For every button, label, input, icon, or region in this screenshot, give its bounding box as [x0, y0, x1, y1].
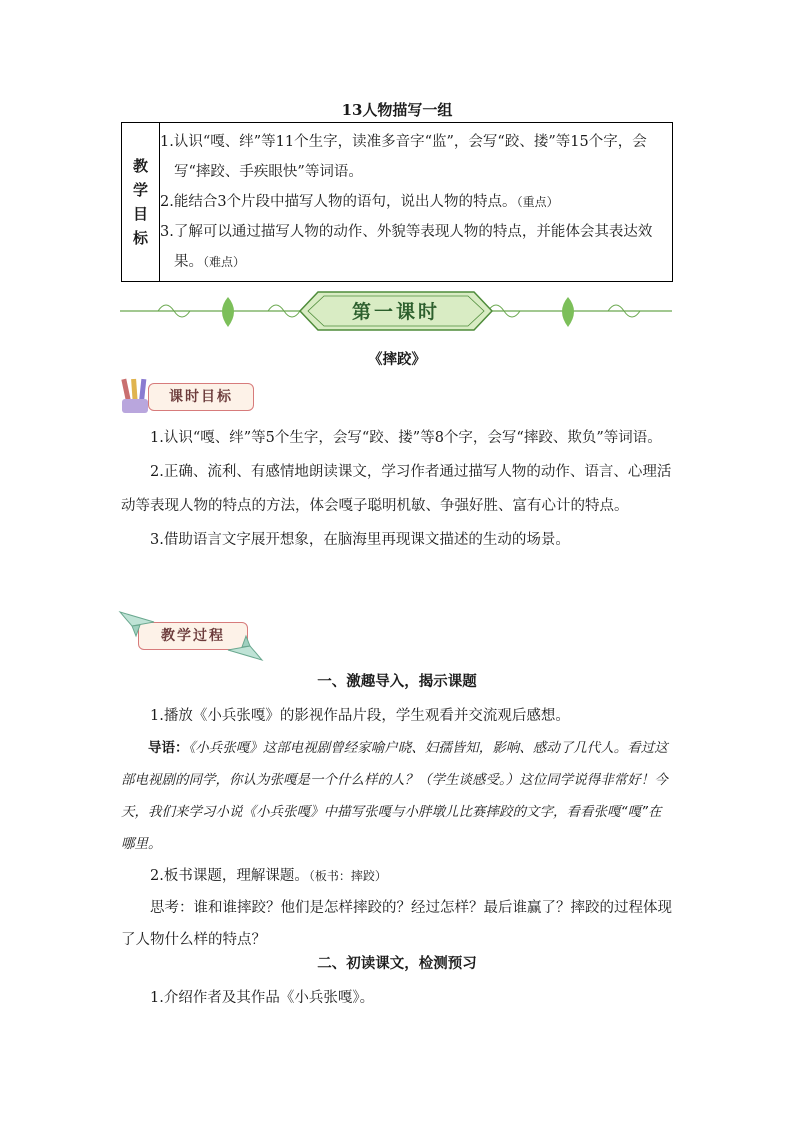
teaching-goals-table [121, 122, 673, 282]
objective-3: 3.借助语言文字展开想象，在脑海里再现课文描述的生动的场景。 [150, 532, 570, 548]
objectives-list [121, 421, 673, 557]
objective-1: 1.认识“嘎、绊”等5个生字，会写“跤、搂”等8个字，会写“摔跤、欺负”等词语。 [150, 430, 662, 446]
goals-label-cell [122, 123, 160, 282]
page-title: 13人物描写一组 [341, 101, 453, 119]
objective-2: 2.正确、流利、有感情地朗读课文，学习作者通过描写人物的动作、语言、心理活动等表现人物的特点的方法，体会嘎子聪明机敏、争强好胜、富有心计的特点。 [121, 464, 672, 514]
blackboard-note: （板书：摔跤） [308, 869, 387, 883]
paper-plane-icon [118, 608, 158, 638]
paper-plane-icon [226, 634, 266, 664]
goal-item-3: 3.了解可以通过描写人物的动作、外貌等表现人物的特点，并能体会其表达效果。（难点） [160, 224, 653, 270]
section-1-item-2: 2.板书课题，理解课题。（板书：摔跤） [150, 868, 387, 884]
goal-item-1: 1.认识“嘎、绊”等11个生字，读准多音字“监”，会写“跤、搂”等15个字，会写“摔跤、手疾眼快”等词语。 [160, 134, 647, 180]
section-2-item-1: 1.介绍作者及其作品《小兵张嘎》。 [150, 990, 375, 1006]
goal-item-2: 2.能结合3个片段中描写人物的语句，说出人物的特点。（重点） [160, 194, 559, 210]
think-question: 思考：谁和谁摔跤？他们是怎样摔跤的？经过怎样？最后谁赢了？摔跤的过程体现了人物什么样的特点？ [121, 900, 672, 948]
goals-label-char: 标 [132, 229, 148, 247]
section-1-body [121, 700, 673, 956]
process-badge [118, 608, 268, 666]
process-badge-label: 教学过程 [138, 622, 248, 650]
goals-list-cell [160, 123, 673, 282]
section-1-heading: 一、激趣导入，揭示课题 [317, 673, 477, 690]
objectives-badge [118, 377, 258, 415]
section-2-heading: 二、初读课文，检测预习 [317, 955, 477, 972]
goals-label-char: 教 [132, 157, 148, 175]
intro-label: 导语： [148, 740, 189, 756]
lesson-title: 《摔跤》 [368, 351, 426, 368]
lesson-banner-text: 第一课时 [351, 301, 440, 323]
difficult-point-note: （难点） [203, 255, 246, 269]
intro-paragraph [121, 732, 673, 860]
section-1-item-1: 1.播放《小兵张嘎》的影视作品片段，学生观看并交流观后感想。 [150, 708, 570, 724]
objectives-badge-label: 课时目标 [148, 383, 254, 411]
intro-text: 《小兵张嘎》这部电视剧曾经家喻户晓、妇孺皆知，影响、感动了几代人。看过这部电视剧的同学，你认为张嘎是一个什么样的人？（学生谈感受。）这位同学说得非常好！今天，我们来学习小说《小兵张嘎》中描写张嘎与小胖墩儿比赛摔跤的文字，看看张嘎“嘎”在哪里。 [121, 740, 668, 852]
section-2-body [121, 982, 673, 1014]
goals-label-char: 学 [132, 181, 148, 199]
goals-label-char: 目 [132, 205, 148, 223]
lesson-banner [118, 288, 674, 334]
key-point-note: （重点） [516, 195, 559, 209]
